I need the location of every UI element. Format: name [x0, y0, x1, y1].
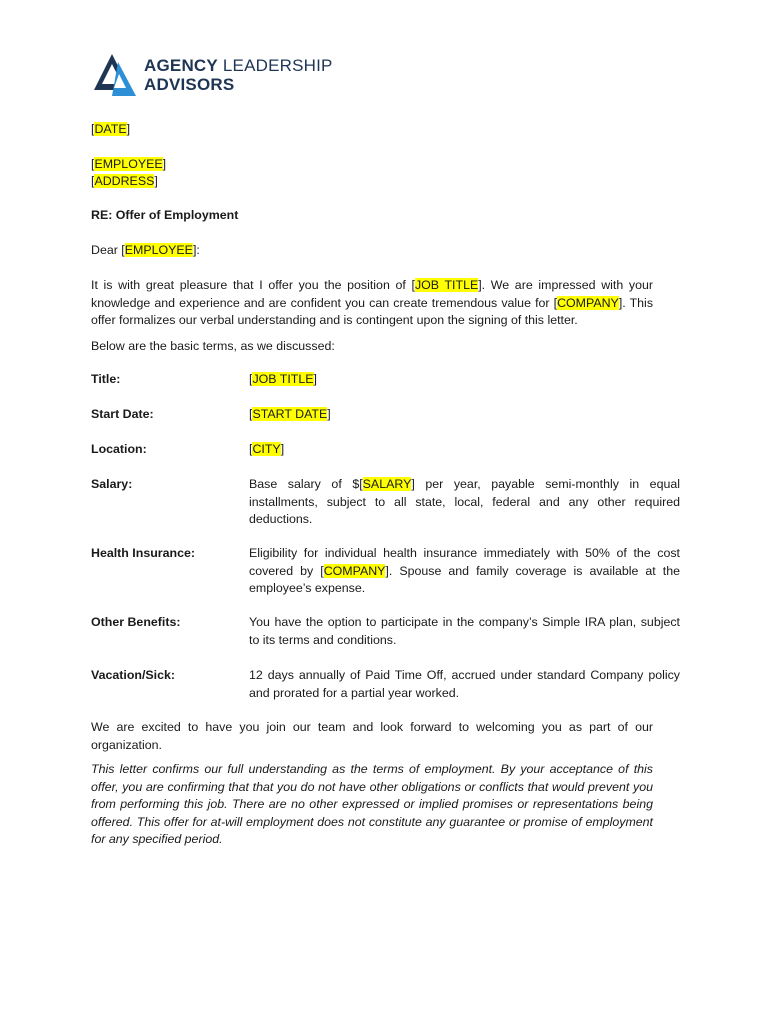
address-placeholder: ADDRESS	[94, 174, 155, 188]
date-field: [DATE]	[91, 122, 131, 136]
date-placeholder: DATE	[94, 122, 127, 136]
term-value-start-date: [START DATE]	[249, 407, 331, 421]
term-label-salary: Salary:	[91, 477, 133, 491]
term-label-health-insurance: Health Insurance:	[91, 546, 195, 560]
terms-intro: Below are the basic terms, as we discussed:	[91, 339, 335, 353]
logo-mark-icon	[92, 52, 138, 98]
term-value-vacation-sick: 12 days annually of Paid Time Off, accrued under standard Company policy and prorated for a partial year worked.	[249, 668, 680, 700]
term-label-other-benefits: Other Benefits:	[91, 615, 181, 629]
term-value-salary: Base salary of $[SALARY] per year, payable semi-monthly in equal installments, subject to all state, local, federal and any other required deductions.	[249, 477, 681, 526]
subject-line: RE: Offer of Employment	[91, 208, 239, 222]
intro-company-placeholder: COMPANY	[557, 295, 619, 310]
logo-text-line1: AGENCY LEADERSHIP	[144, 56, 333, 75]
disclaimer-paragraph: This letter confirms our full understanding as the terms of employment. By your acceptance of this offer, you are confirming that that you do not have other obligations or conflicts that would prevent you from performing this job. There are no other expressed or implied promises or representations being offered. This offer for at-will employment does not constitute any guarantee or promise of employment for any specified period.	[91, 762, 653, 846]
company-logo	[92, 52, 332, 102]
address-field: [ADDRESS]	[91, 174, 158, 188]
employee-field: [EMPLOYEE]	[91, 157, 167, 171]
intro-job-title-placeholder: JOB TITLE	[414, 278, 479, 292]
term-value-health-insurance: Eligibility for individual health insurance immediately with 50% of the cost covered by [COMPANY]. Spouse and family coverage is available at the employee’s expense.	[249, 546, 681, 595]
salutation-name-placeholder: EMPLOYEE	[124, 243, 193, 257]
closing-paragraph: We are excited to have you join our team and look forward to welcoming you as part of our organization.	[91, 720, 653, 752]
term-value-title: [JOB TITLE]	[249, 372, 317, 386]
logo-text-line2: ADVISORS	[144, 75, 235, 94]
term-label-start-date: Start Date:	[91, 407, 154, 421]
term-label-location: Location:	[91, 442, 147, 456]
employee-placeholder: EMPLOYEE	[94, 157, 163, 171]
term-label-title: Title:	[91, 372, 121, 386]
intro-paragraph: It is with great pleasure that I offer you the position of [JOB TITLE]. We are impressed with your knowledge and experience and are confident you can create tremendous value for [COMPANY]. This offer formalizes our verbal understanding and is contingent upon the signing of this letter.	[91, 278, 654, 327]
term-value-location: [CITY]	[249, 442, 285, 456]
salutation: Dear [EMPLOYEE]:	[91, 243, 200, 257]
term-label-vacation-sick: Vacation/Sick:	[91, 668, 176, 682]
term-value-other-benefits: You have the option to participate in the company’s Simple IRA plan, subject to its terms and conditions.	[249, 615, 680, 647]
